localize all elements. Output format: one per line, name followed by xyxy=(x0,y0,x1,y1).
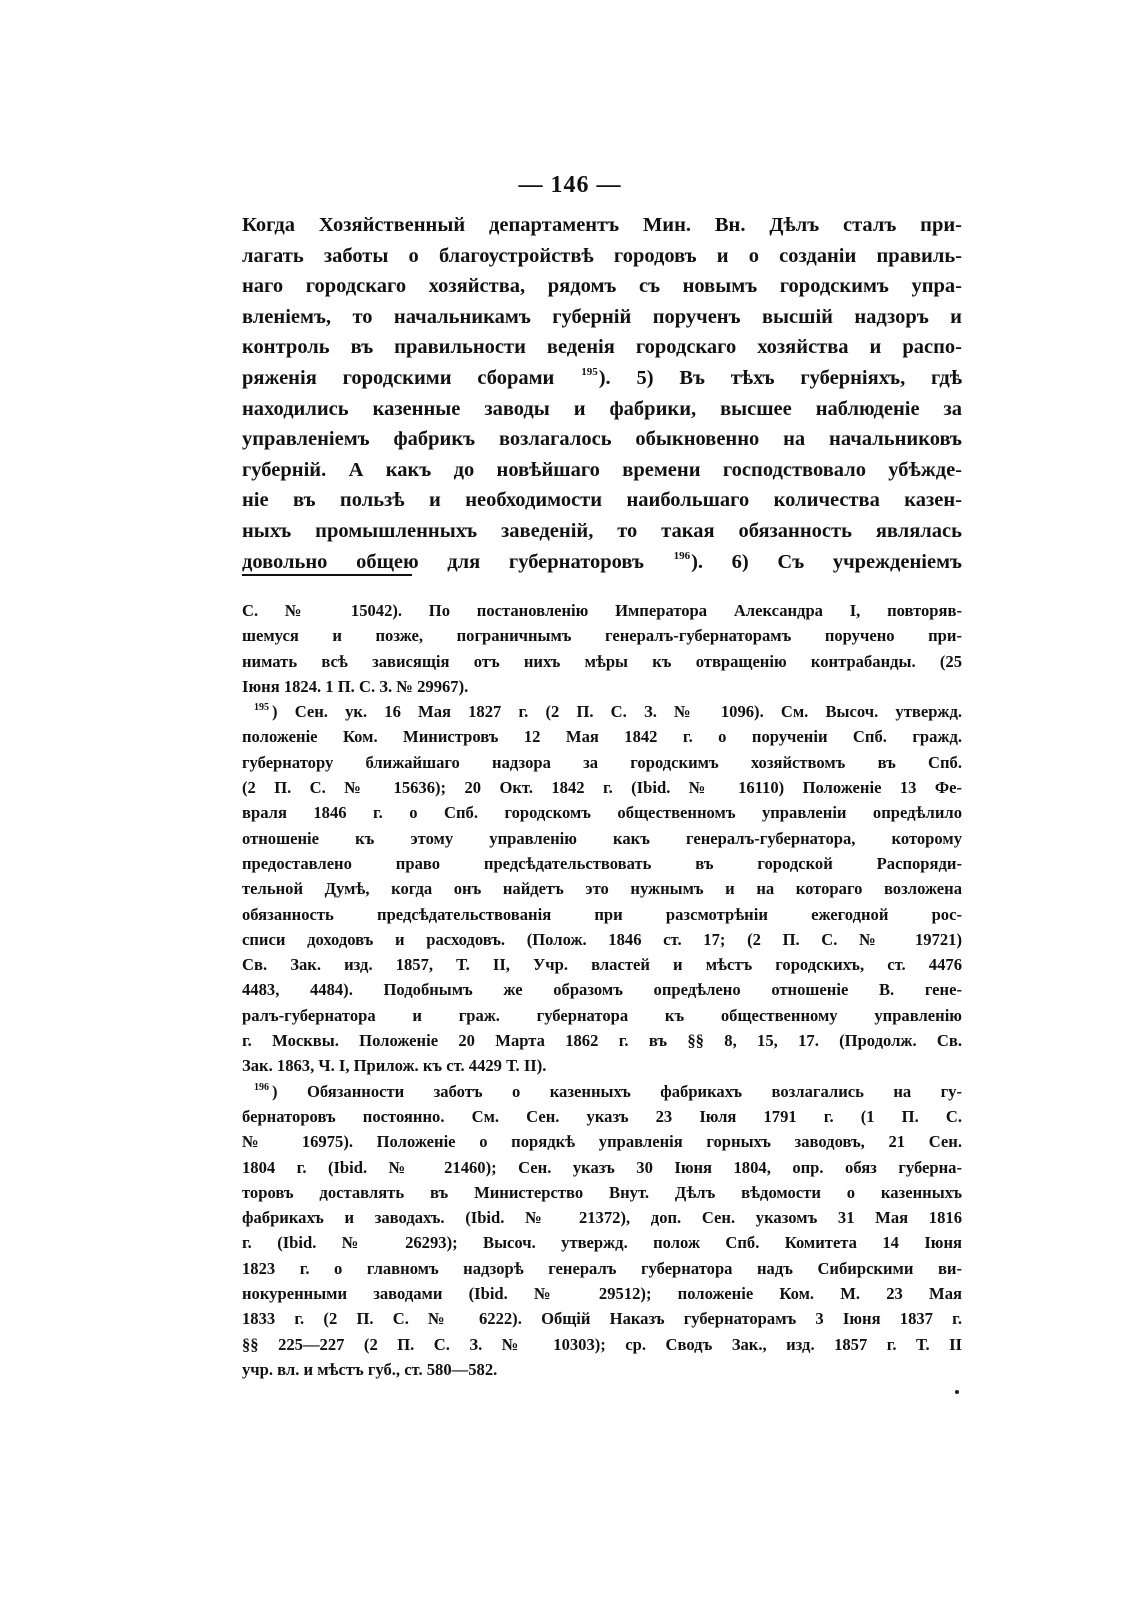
footnotes-block xyxy=(242,598,962,1382)
main-line-9: губерній. А какъ до новѣйшаго времени господствовало убѣжде- xyxy=(242,458,962,481)
footnote-196-last-line: учр. вл. и мѣстъ губ., ст. 580—582. xyxy=(242,1359,498,1379)
footnote-196-first-text: ) Обязанности заботъ о казенныхъ фабрикахъ возлагались на гу- xyxy=(272,1081,962,1101)
footnote-196-line: нокуренными заводами (Ibid. № 29512); положеніе Ком. М. 23 Мая xyxy=(242,1284,962,1304)
footnote-196-line: бернаторовъ постоянно. См. Сен. указъ 23 Іюля 1791 г. (1 П. С. xyxy=(242,1106,962,1126)
footnote-ref-195: 195 xyxy=(581,365,598,378)
footnote-195-line: положеніе Ком. Министровъ 12 Мая 1842 г. о порученіи Спб. гражд. xyxy=(242,727,962,747)
main-line-5: контроль въ правильности веденія городскаго хозяйства и распо- xyxy=(242,336,962,359)
footnote-196-mark: 196 xyxy=(254,1081,269,1093)
main-line-6-tail: ). 5) Въ тѣхъ губерніяхъ, гдѣ xyxy=(598,366,963,389)
main-line-6 xyxy=(242,363,962,394)
footnote-196-line: г. (Ibid. № 26293); Высоч. утвержд. полож Спб. Комитета 14 Іюня xyxy=(242,1233,962,1253)
footnote-195-mark: 195 xyxy=(254,702,269,714)
main-line-11: ныхъ промышленныхъ заведеній, то такая обязанность являлась xyxy=(242,519,962,542)
footnote-ref-196: 196 xyxy=(673,549,691,562)
main-line-2: лагать заботы о благоустройствѣ городовъ и о созданіи правиль- xyxy=(242,244,962,267)
footnote-cont-line-1: С. № 15042). По постановленію Императора Александра I, повторяв- xyxy=(242,601,962,620)
main-line-6-text: ряженія городскими сборами xyxy=(242,366,555,389)
footnote-195-line: (2 П. С. № 15636); 20 Окт. 1842 г. (Ibid. № 16110) Положеніе 13 Фе- xyxy=(242,778,962,798)
footnote-195-line: г. Москвы. Положеніе 20 Марта 1862 г. въ §§ 8, 15, 17. (Продолж. Св. xyxy=(242,1031,962,1051)
main-line-12 xyxy=(242,547,962,578)
main-line-3: наго городскаго хозяйства, рядомъ съ новымъ городскимъ упра- xyxy=(242,275,962,298)
footnote-196-line: торовъ доставлять въ Министерство Внут. Дѣлъ вѣдомости о казенныхъ xyxy=(242,1182,962,1202)
footnote-195-line: Св. Зак. изд. 1857, Т. II, Учр. властей и мѣстъ городскихъ, ст. 4476 xyxy=(242,955,962,975)
footnote-195-line: губернатору ближайшаго надзора за городскимъ хозяйствомъ въ Спб. xyxy=(242,752,962,772)
footnote-196-line: 1804 г. (Ibid. № 21460); Сен. указъ 30 Іюня 1804, опр. обяз губерна- xyxy=(242,1157,962,1177)
page-number: — 146 — xyxy=(518,172,622,198)
footnote-195-line: отношеніе къ этому управленію какъ генералъ-губернатора, которому xyxy=(242,828,962,848)
footnote-195-line: тельной Думѣ, когда онъ найдетъ это нужнымъ и на котораго возложена xyxy=(242,879,962,899)
footnote-195-line: обязанность предсѣдательствованія при разсмотрѣніи ежегодной рос- xyxy=(242,904,962,924)
footnote-196-line: §§ 225—227 (2 П. С. З. № 10303); ср. Сводъ Зак., изд. 1857 г. Т. II xyxy=(242,1334,962,1354)
footnote-196-first-line xyxy=(242,1079,962,1104)
main-line-1: Когда Хозяйственный департаментъ Мин. Вн. Дѣлъ сталъ при- xyxy=(242,214,962,236)
footnote-195-line: враля 1846 г. о Спб. городскомъ общественномъ управленіи опредѣлило xyxy=(242,803,962,823)
main-line-4: вленіемъ, то начальникамъ губерній порученъ высшій надзоръ и xyxy=(242,305,962,328)
footnote-195-line: списи доходовъ и расходовъ. (Полож. 1846 ст. 17; (2 П. С. № 19721) xyxy=(242,929,962,949)
main-line-8: управленіемъ фабрикъ возлагалось обыкновенно на начальниковъ xyxy=(242,428,962,451)
main-line-7: находились казенные заводы и фабрики, высшее наблюденіе за xyxy=(242,397,962,420)
footnote-195-line: Зак. 1863, Ч. I, Прилож. къ ст. 4429 Т. II). xyxy=(242,1056,547,1076)
footnote-196-line: фабрикахъ и заводахъ. (Ibid. № 21372), доп. Сен. указомъ 31 Мая 1816 xyxy=(242,1208,962,1228)
main-text-block xyxy=(242,210,962,577)
footnote-196-line: 1823 г. о главномъ надзорѣ генералъ губернатора надъ Сибирскими ви- xyxy=(242,1258,962,1278)
footnote-cont-line-2: шемуся и позже, пограничнымъ генералъ-губернаторамъ поручено при- xyxy=(242,626,962,646)
footnote-196-line: 1833 г. (2 П. С. № 6222). Общій Наказъ губернаторамъ 3 Іюня 1837 г. xyxy=(242,1309,962,1329)
main-line-12-text: довольно общею для губернаторовъ xyxy=(242,550,644,573)
main-line-10: ніе въ пользѣ и необходимости наибольшаго количества казен- xyxy=(242,489,962,512)
footnote-195-line: 4483, 4484). Подобнымъ же образомъ опредѣлено отношеніе В. гене- xyxy=(242,980,962,1000)
footnote-195-line: ралъ-губернатора и граж. губернатора къ общественному управленію xyxy=(242,1005,962,1025)
main-line-12-tail: ). 6) Съ учрежденіемъ xyxy=(691,550,962,573)
footnote-separator xyxy=(242,574,412,576)
footnote-cont-line-4: Іюня 1824. 1 П. С. З. № 29967). xyxy=(242,676,469,696)
footnote-195-line: предоставлено право предсѣдательствовать въ городской Распоряди- xyxy=(242,853,962,873)
print-speck xyxy=(955,1390,959,1394)
footnote-cont-line-3: нимать всѣ зависящія отъ нихъ мѣры къ отвращенію контрабанды. (25 xyxy=(242,651,962,671)
footnote-195-first-line xyxy=(242,699,962,724)
footnote-196-line: № 16975). Положеніе о порядкѣ управленія горныхъ заводовъ, 21 Сен. xyxy=(242,1132,962,1152)
footnote-195-first-text: ) Сен. ук. 16 Мая 1827 г. (2 П. С. З. № 1096). См. Высоч. утвержд. xyxy=(272,702,962,722)
